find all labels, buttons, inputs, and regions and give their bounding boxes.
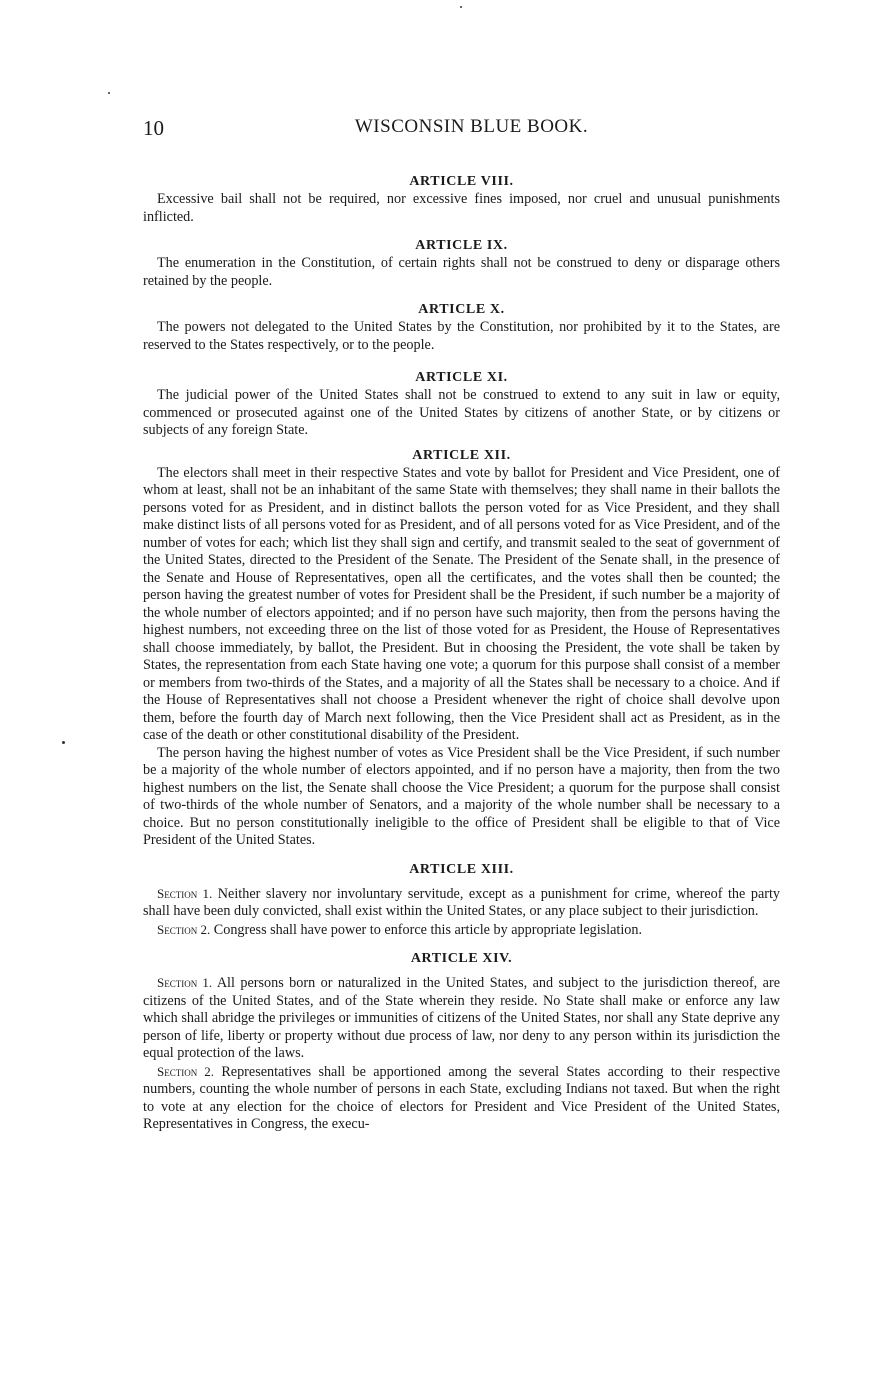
article-8 bbox=[143, 172, 780, 226]
section-text: Congress shall have power to enforce this article by appropriate legislation. bbox=[213, 921, 643, 938]
section-paragraph bbox=[143, 885, 780, 921]
article-heading: ARTICLE XIII. bbox=[409, 861, 514, 877]
article-9 bbox=[143, 236, 780, 290]
article-10 bbox=[143, 300, 780, 354]
article-text: The enumeration in the Constitution, of certain rights shall not be construed to deny or disparage others retained by the people. bbox=[143, 255, 780, 289]
article-heading: ARTICLE XII. bbox=[412, 447, 511, 463]
article-text: Excessive bail shall not be required, nor excessive fines imposed, nor cruel and unusual punishments inflicted. bbox=[143, 191, 780, 225]
article-paragraph: The person having the highest number of votes as Vice President shall be the Vice President, if such number be a majority of the whole number of electors appointed, and if no person have a majority, then from the two highest numbers on the list, the Senate shall choose the Vice President; a quorum for the purpose shall consist of two-thirds of the whole number of Senators, and a majority of the whole number shall be necessary to a choice. But no person constitutionally ineligible to the office of President shall be eligible to that of Vice President of the United States. bbox=[143, 744, 780, 848]
document-page bbox=[143, 112, 780, 1134]
section-paragraph bbox=[143, 921, 780, 940]
section-label: Section 1. bbox=[157, 975, 213, 990]
page-header bbox=[143, 112, 780, 142]
section-paragraph bbox=[143, 1063, 780, 1134]
article-heading: ARTICLE X. bbox=[418, 302, 505, 317]
speck-mark bbox=[460, 6, 462, 8]
section-text: All persons born or naturalized in the United States, and subject to the jurisdiction thereof, are citizens of the United States, and of the State wherein they reside. No State shall make or enforce any law which shall abridge the privileges or immunities of citizens of the United States, nor shall any State deprive any person of life, liberty or property without due process of law, nor deny to any person within its jurisdiction the equal protection of the laws. bbox=[143, 975, 780, 1061]
article-paragraph: The electors shall meet in their respective States and vote by ballot for President and Vice President, one of whom at least, shall not be an inhabitant of the same State with themselves; they shall name in their ballots the persons voted for as President, and in distinct ballots the person voted for as Vice President, and they shall make distinct lists of all persons voted for as President, and of all persons voted for as Vice President, and of the number of votes for each; which list they shall sign and certify, and transmit sealed to the seat of government of the United States, directed to the President of the Senate. The President of the Senate shall, in the presence of the Senate and House of Representatives, open all the certificates, and the votes shall then be counted; the person having the greatest number of votes for President shall be the President, if such number be a majority of the whole number of electors appointed; and if no person have such majority, then from the persons having the highest numbers, not exceeding three on the list of those voted for as President, the House of Representatives shall choose immediately, by ballot, the President. But in choosing the President, the vote shall be taken by States, the representation from each State having one vote; a quorum for this purpose shall consist of a member or members from two-thirds of the States, and a majority of all the States shall be necessary to a choice. And if the House of Representatives shall not choose a President whenever the right of choice shall devolve upon them, before the fourth day of March next following, then the Vice President shall act as President, as in the case of the death or other constitutional disability of the President. bbox=[143, 464, 780, 743]
article-heading: ARTICLE VIII. bbox=[409, 174, 514, 189]
section-label: Section 1. bbox=[157, 885, 213, 901]
section-text: Neither slavery nor involuntary servitude, except as a punishment for crime, whereof the party shall have been duly convicted, shall exist within the United States, or any place subject to their jurisdiction. bbox=[143, 885, 781, 919]
page-number: 10 bbox=[143, 116, 164, 140]
article-12 bbox=[143, 446, 780, 850]
article-text: The judicial power of the United States shall not be construed to extend to any suit in law or equity, commenced or prosecuted against one of the United States by citizens of another State, or by citizens or subjects of any foreign State. bbox=[143, 387, 780, 438]
section-paragraph bbox=[143, 974, 780, 1063]
section-text: Representatives shall be apportioned among the several States according to their respective numbers, counting the whole number of persons in each State, excluding Indians not taxed. But when the right to vote at any election for the choice of electors for President and Vice President of the United States, Representatives in Congress, the execu- bbox=[143, 1063, 780, 1132]
speck-mark bbox=[108, 92, 110, 94]
article-14 bbox=[143, 949, 780, 1134]
section-label: Section 2. bbox=[157, 921, 211, 937]
article-11 bbox=[143, 368, 780, 440]
running-title: WISCONSIN BLUE BOOK. bbox=[354, 116, 589, 137]
article-13 bbox=[143, 860, 780, 940]
article-heading: ARTICLE XI. bbox=[415, 370, 508, 385]
article-heading: ARTICLE XIV. bbox=[410, 951, 513, 966]
article-heading: ARTICLE IX. bbox=[415, 238, 508, 253]
section-label: Section 2. bbox=[157, 1063, 214, 1079]
article-text: The powers not delegated to the United States by the Constitution, nor prohibited by it to the States, are reserved to the States respectively, or to the people. bbox=[143, 319, 780, 353]
speck-mark bbox=[62, 741, 65, 744]
